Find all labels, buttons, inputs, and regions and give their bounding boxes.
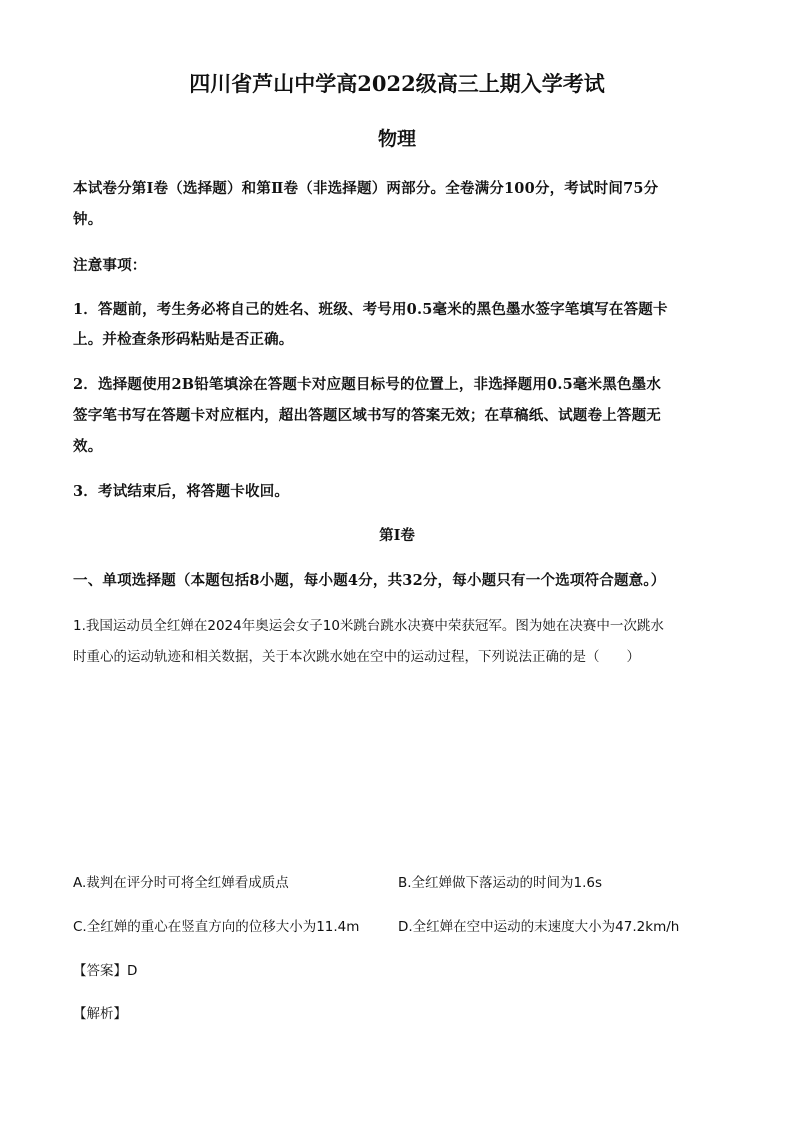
answer-line: 【答案】D [73,963,138,979]
section-title: 第Ⅰ卷 [379,527,415,544]
option-b: B.全红婵做下落运动的时间为1.6s [398,875,603,891]
option-d: D.全红婵在空中运动的末速度大小为47.2km/h [398,919,680,935]
part-heading: 一、单项选择题（本题包括8小题，每小题4分，共32分，每小题只有一个选项符合题意。） [73,572,666,589]
question-1-line-1: 1.我国运动员全红婵在2024年奥运会女子10米跳台跳水决赛中荣获冠军。图为她在决赛中一次跳水 [73,618,664,634]
option-a: A.裁判在评分时可将全红婵看成质点 [73,875,289,891]
note-item-2-line-2: 签字笔书写在答题卡对应框内，超出答题区域书写的答案无效；在草稿纸、试题卷上答题无 [73,407,661,424]
question-1-line-2: 时重心的运动轨迹和相关数据，关于本次跳水她在空中的运动过程，下列说法正确的是（ ） [73,649,640,665]
note-item-3: 3．考试结束后，将答题卡收回。 [73,483,290,500]
note-item-2-line-3: 效。 [73,438,103,455]
note-item-1-line-2: 上。并检查条形码粘贴是否正确。 [73,331,294,348]
exam-title: 四川省芦山中学高2022级高三上期入学考试 [189,71,605,96]
analysis-heading: 【解析】 [73,1006,127,1022]
note-item-2-line-1: 2．选择题使用2B铅笔填涂在答题卡对应题目标号的位置上，非选择题用0.5毫米黑色墨水 [73,376,662,393]
note-item-1-line-1: 1．答题前，考生务必将自己的姓名、班级、考号用0.5毫米的黑色墨水签字笔填写在答题卡 [73,301,668,318]
subject-title: 物理 [377,128,416,150]
option-c: C.全红婵的重心在竖直方向的位移大小为11.4m [73,919,360,935]
notes-heading: 注意事项： [73,257,147,274]
intro-line-1: 本试卷分第Ⅰ卷（选择题）和第Ⅱ卷（非选择题）两部分。全卷满分100分，考试时间75分 [73,180,659,197]
intro-line-2: 钟。 [73,211,103,228]
